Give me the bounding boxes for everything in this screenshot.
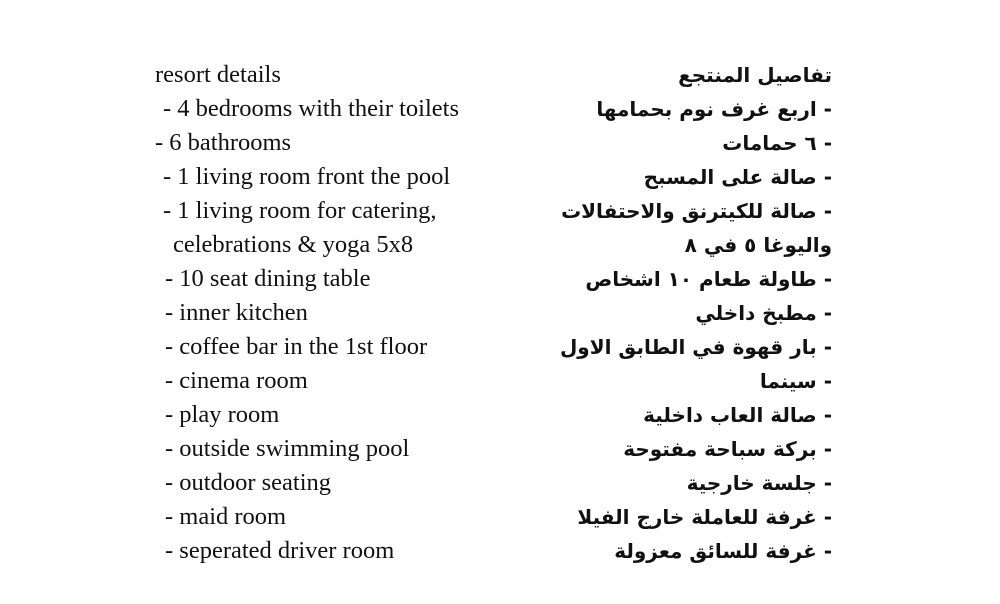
english-item-swimming-pool: - outside swimming pool: [165, 435, 410, 462]
english-item-coffee-bar: - coffee bar in the 1st floor: [165, 333, 428, 360]
english-title: resort details: [155, 61, 281, 88]
english-item-play-room: - play room: [165, 401, 280, 428]
english-item-celebrations-yoga: celebrations & yoga 5x8: [173, 231, 414, 258]
arabic-item-living-room-pool: - صالة على المسبح: [643, 165, 832, 189]
arabic-item-coffee-bar: - بار قهوة في الطابق الاول: [559, 335, 832, 359]
arabic-item-bathrooms: - ٦ حمامات: [722, 131, 832, 155]
english-item-living-room-catering: - 1 living room for catering,: [163, 197, 437, 224]
english-item-bathrooms: - 6 bathrooms: [155, 129, 292, 156]
arabic-item-maid-room: - غرفة للعاملة خارج الفيلا: [577, 505, 832, 529]
arabic-details-list: [559, 58, 832, 568]
english-item-maid-room: - maid room: [165, 503, 287, 530]
english-item-living-room-pool: - 1 living room front the pool: [163, 163, 451, 190]
arabic-item-cinema: - سينما: [759, 369, 832, 393]
english-item-bedrooms: - 4 bedrooms with their toilets: [163, 95, 459, 122]
arabic-item-bedrooms: - اربع غرف نوم بحمامها: [596, 97, 832, 121]
arabic-item-play-room: - صالة العاب داخلية: [643, 403, 832, 427]
arabic-item-inner-kitchen: - مطبخ داخلي: [695, 301, 832, 325]
arabic-item-living-room-catering: - صالة للكيترنق والاحتفالات: [561, 199, 832, 223]
english-item-driver-room: - seperated driver room: [165, 537, 395, 564]
arabic-item-outdoor-seating: - جلسة خارجية: [686, 471, 832, 495]
arabic-item-yoga: واليوغا ٥ في ٨: [684, 233, 832, 257]
english-details-list: [155, 58, 555, 568]
arabic-item-driver-room: - غرفة للسائق معزولة: [614, 539, 832, 563]
english-item-inner-kitchen: - inner kitchen: [165, 299, 308, 326]
arabic-item-swimming-pool: - بركة سباحة مفتوحة: [623, 437, 832, 461]
english-item-cinema-room: - cinema room: [165, 367, 308, 394]
arabic-title: تفاصيل المنتجع: [678, 63, 832, 87]
arabic-item-dining-table: - طاولة طعام ١٠ اشخاص: [585, 267, 832, 291]
english-item-dining-table: - 10 seat dining table: [165, 265, 371, 292]
english-item-outdoor-seating: - outdoor seating: [165, 469, 332, 496]
